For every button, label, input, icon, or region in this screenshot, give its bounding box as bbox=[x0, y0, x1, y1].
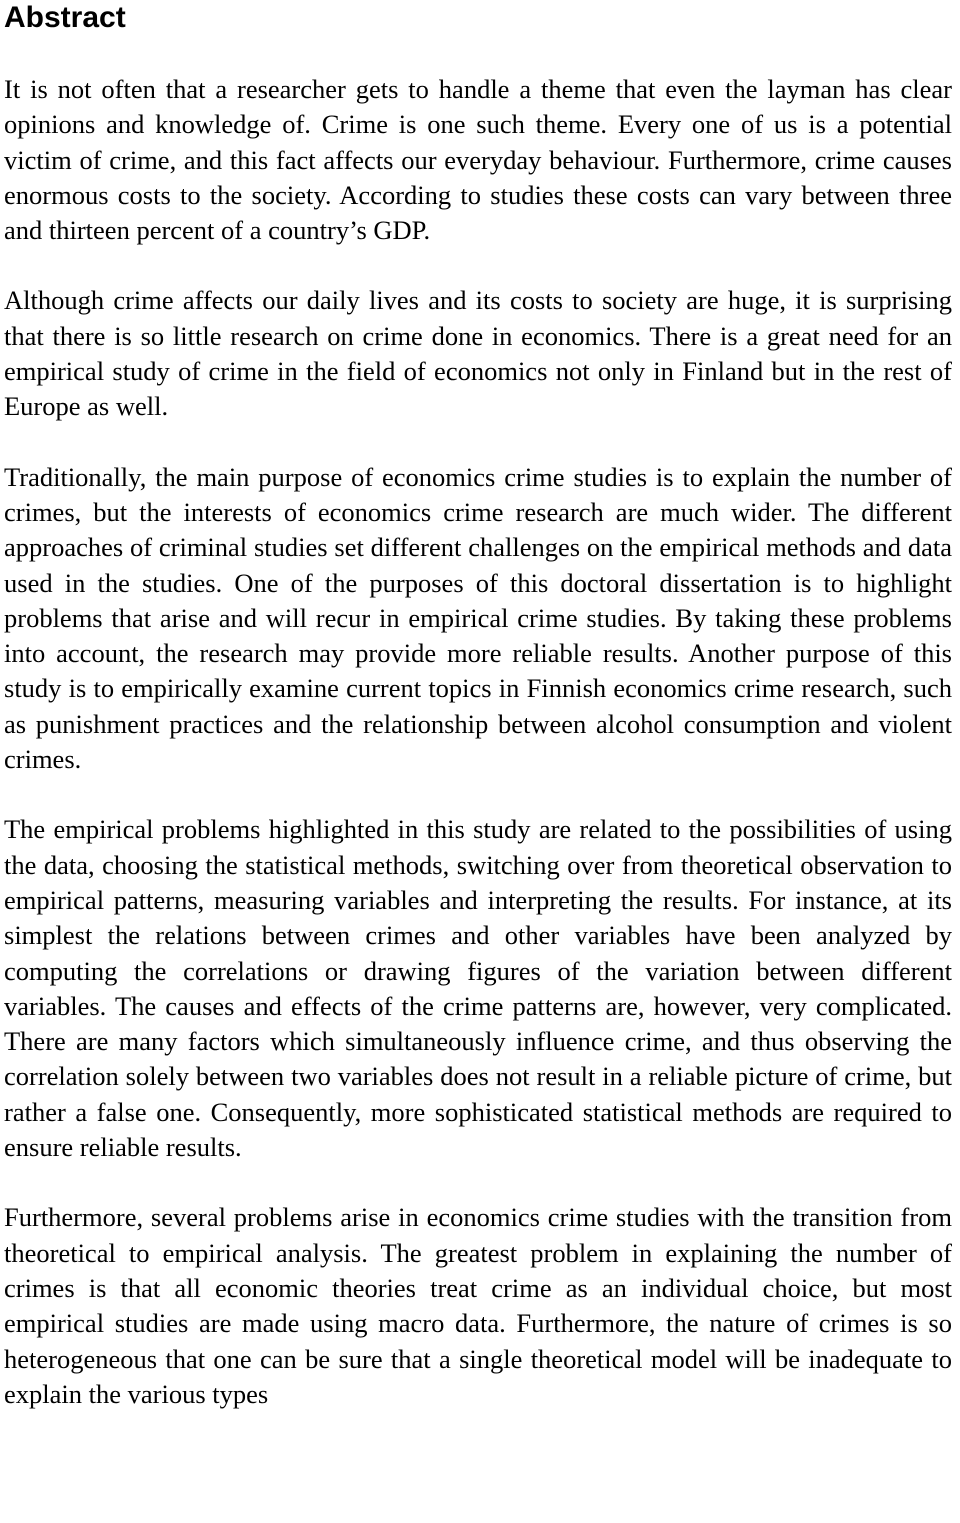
document-page bbox=[4, 0, 952, 1412]
paragraph-5: Furthermore, several problems arise in economics crime studies with the transition from theoretical to empirical analysis. The greatest problem in explaining the number of crimes is that all economic theories treat crime as an individual choice, but most empirical studies are made using macro data. Furthermore, the nature of crimes is so heterogeneous that one can be sure that a single theoretical model will be inadequate to explain the various types bbox=[4, 1202, 952, 1409]
paragraph-4: The empirical problems highlighted in this study are related to the possibilities of using the data, choosing the statistical methods, switching over from theoretical observation to empirical patterns, measuring variables and interpreting the results. For instance, at its simplest the relations between crimes and other variables have been analyzed by computing the correlations or drawing figures of the variation between different variables. The causes and effects of the crime patterns are, however, very complicated. There are many factors which simultaneously influence crime, and thus observing the correlation solely between two variables does not result in a reliable picture of crime, but rather a false one. Consequently, more sophisticated statistical methods are required to ensure reliable results. bbox=[4, 814, 952, 1163]
paragraph-3: Traditionally, the main purpose of economics crime studies is to explain the number of crimes, but the interests of economics crime research are much wider. The different approaches of criminal studies set different challenges on the empirical methods and data used in the studies. One of the purposes of this doctoral dissertation is to highlight problems that arise and will recur in empirical crime studies. By taking these problems into account, the research may provide more reliable results. Another purpose of this study is to empirically examine current topics in Finnish economics crime research, such as punishment practices and the relationship between alcohol consumption and violent crimes. bbox=[4, 461, 952, 775]
paragraph-1: It is not often that a researcher gets to handle a theme that even the layman has clear opinions and knowledge of. Crime is one such theme. Every one of us is a potential victim of crime, and this fact affects our everyday behaviour. Furthermore, crime causes enormous costs to the society. According to studies these costs can vary between three and thirteen percent of a country’s GDP. bbox=[4, 74, 952, 246]
paragraph-2: Although crime affects our daily lives and its costs to society are huge, it is surprising that there is so little research on crime done in economics. There is a great need for an empirical study of crime in the field of economics not only in Finland but in the rest of Europe as well. bbox=[4, 285, 952, 422]
abstract-heading: Abstract bbox=[4, 1, 126, 34]
